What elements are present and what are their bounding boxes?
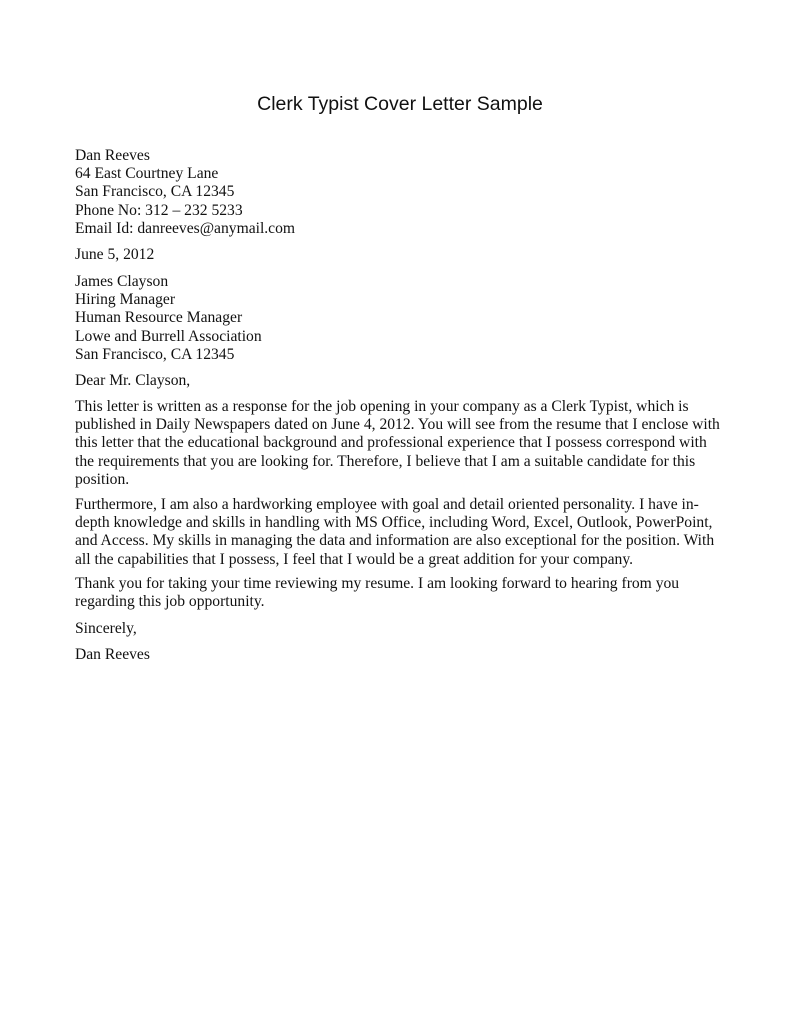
- paragraph-line: position.: [75, 470, 130, 488]
- letter-date: [75, 246, 735, 264]
- recipient-city: San Francisco, CA 12345: [75, 345, 235, 363]
- paragraph-line: This letter is written as a response for the job opening in your company as a Clerk Typist, which is: [75, 398, 689, 415]
- closing-text: Sincerely,: [75, 620, 137, 637]
- signature: [75, 646, 735, 664]
- sender-city: San Francisco, CA 12345: [75, 183, 235, 201]
- paragraph-line: regarding this job opportunity.: [75, 593, 265, 611]
- recipient-company: Lowe and Burrell Association: [75, 327, 262, 345]
- paragraph-line: published in Daily Newspapers dated on June 4, 2012. You will see from the resume that I enclose with: [75, 416, 720, 434]
- sender-name: Dan Reeves: [75, 147, 150, 164]
- paragraph-line: and Access. My skills in managing the data and information are also exceptional for the position. With: [75, 532, 715, 550]
- paragraph-2: [75, 496, 735, 569]
- date-text: June 5, 2012: [75, 246, 155, 263]
- sender-email: Email Id: danreeves@anymail.com: [75, 219, 296, 237]
- sender-address-block: [75, 147, 735, 238]
- paragraph-line: Thank you for taking your time reviewing my resume. I am looking forward to hearing from you: [75, 575, 680, 592]
- paragraph-3: [75, 575, 735, 611]
- salutation-text: Dear Mr. Clayson,: [75, 372, 191, 389]
- recipient-department: Human Resource Manager: [75, 309, 243, 327]
- recipient-address-block: [75, 273, 735, 364]
- sender-phone: Phone No: 312 – 232 5233: [75, 201, 243, 219]
- paragraph-1: [75, 398, 735, 489]
- closing: [75, 620, 735, 638]
- salutation: [75, 372, 735, 390]
- sender-street: 64 East Courtney Lane: [75, 165, 219, 183]
- paragraph-line: depth knowledge and skills in handling with MS Office, including Word, Excel, Outlook, PowerPoint,: [75, 514, 713, 532]
- paragraph-line: this letter that the educational background and professional experience that I possess correspond with: [75, 434, 707, 452]
- paragraph-line: all the capabilities that I possess, I feel that I would be a great addition for your company.: [75, 550, 634, 568]
- paragraph-line: the requirements that you are looking for. Therefore, I believe that I am a suitable candidate for this: [75, 452, 696, 470]
- recipient-name: James Clayson: [75, 273, 169, 290]
- paragraph-line: Furthermore, I am also a hardworking employee with goal and detail oriented personality. I have in-: [75, 496, 699, 513]
- recipient-title: Hiring Manager: [75, 291, 176, 309]
- document-title: Clerk Typist Cover Letter Sample: [257, 93, 543, 115]
- signature-name: Dan Reeves: [75, 646, 150, 663]
